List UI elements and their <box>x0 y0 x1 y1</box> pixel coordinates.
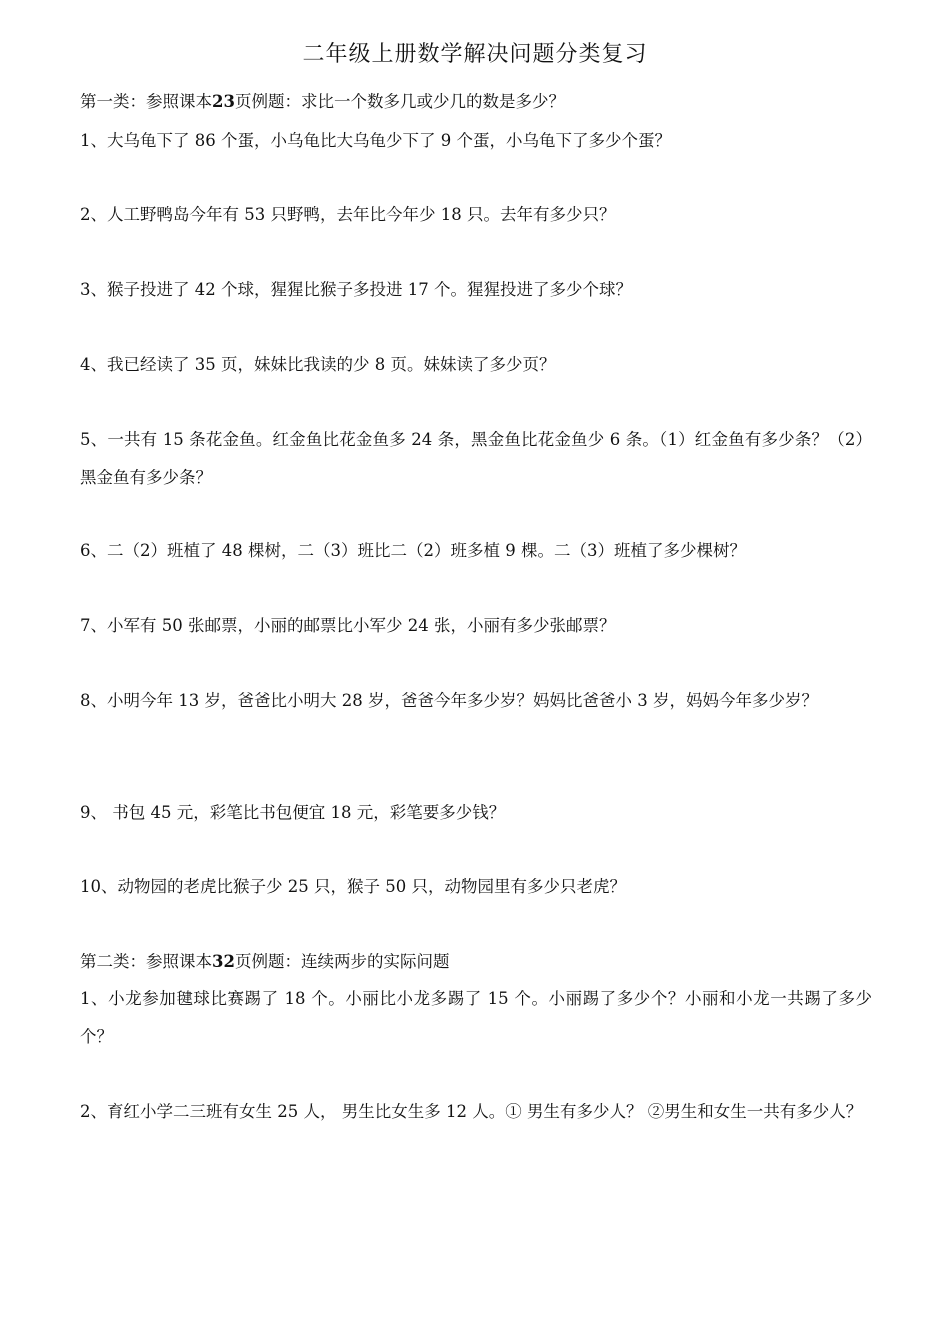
problem-1-1: 1、大乌龟下了 86 个蛋，小乌龟比大乌龟少下了 9 个蛋，小乌龟下了多少个蛋？ <box>80 131 671 150</box>
problem-1-4: 4、我已经读了 35 页，妹妹比我读的少 8 页。妹妹读了多少页？ <box>80 355 556 374</box>
section-heading-prefix: 第二类：参照课本 <box>80 952 212 971</box>
section-heading-prefix: 第一类：参照课本 <box>80 92 212 111</box>
section-heading-page: 32 <box>212 952 235 971</box>
problem-2-2: 2、育红小学二三班有女生 25 人， 男生比女生多 12 人。① 男生有多少人？ ②男生和女生一共有多少人？ <box>80 1102 863 1121</box>
problem-1-10: 10、动物园的老虎比猴子少 25 只，猴子 50 只，动物园里有多少只老虎？ <box>80 877 626 896</box>
problem-1-5: 5、一共有 15 条花金鱼。红金鱼比花金鱼多 24 条，黑金鱼比花金鱼少 6 条。（1）红金鱼有多少条？（2）黑金鱼有多少条？ <box>80 430 872 487</box>
problem-1-9: 9、 书包 45 元，彩笔比书包便宜 18 元，彩笔要多少钱？ <box>80 803 506 822</box>
problem-1-2: 2、人工野鸭岛今年有 53 只野鸭，去年比今年少 18 只。去年有多少只？ <box>80 205 616 224</box>
section-heading-page: 23 <box>212 92 235 111</box>
problem-1-8: 8、小明今年 13 岁，爸爸比小明大 28 岁，爸爸今年多少岁？妈妈比爸爸小 3 岁，妈妈今年多少岁？ <box>80 691 818 710</box>
problem-1-6: 6、二（2）班植了 48 棵树，二（3）班比二（2）班多植 9 棵。二（3）班植了多少棵树？ <box>80 541 746 560</box>
section-heading-1 <box>80 90 872 114</box>
problem-1-7: 7、小军有 50 张邮票，小丽的邮票比小军少 24 张，小丽有多少张邮票？ <box>80 616 616 635</box>
section-heading-suffix: 页例题：求比一个数多几或少几的数是多少？ <box>234 92 565 111</box>
section-heading-2 <box>80 950 872 974</box>
section-heading-suffix: 页例题：连续两步的实际问题 <box>234 952 450 971</box>
page-title: 二年级上册数学解决问题分类复习 <box>302 42 648 67</box>
problem-1-3: 3、猴子投进了 42 个球，猩猩比猴子多投进 17 个。猩猩投进了多少个球？ <box>80 280 632 299</box>
problem-2-1: 1、小龙参加毽球比赛踢了 18 个。小丽比小龙多踢了 15 个。小丽踢了多少个？小丽和小龙一共踢了多少个？ <box>80 989 872 1046</box>
